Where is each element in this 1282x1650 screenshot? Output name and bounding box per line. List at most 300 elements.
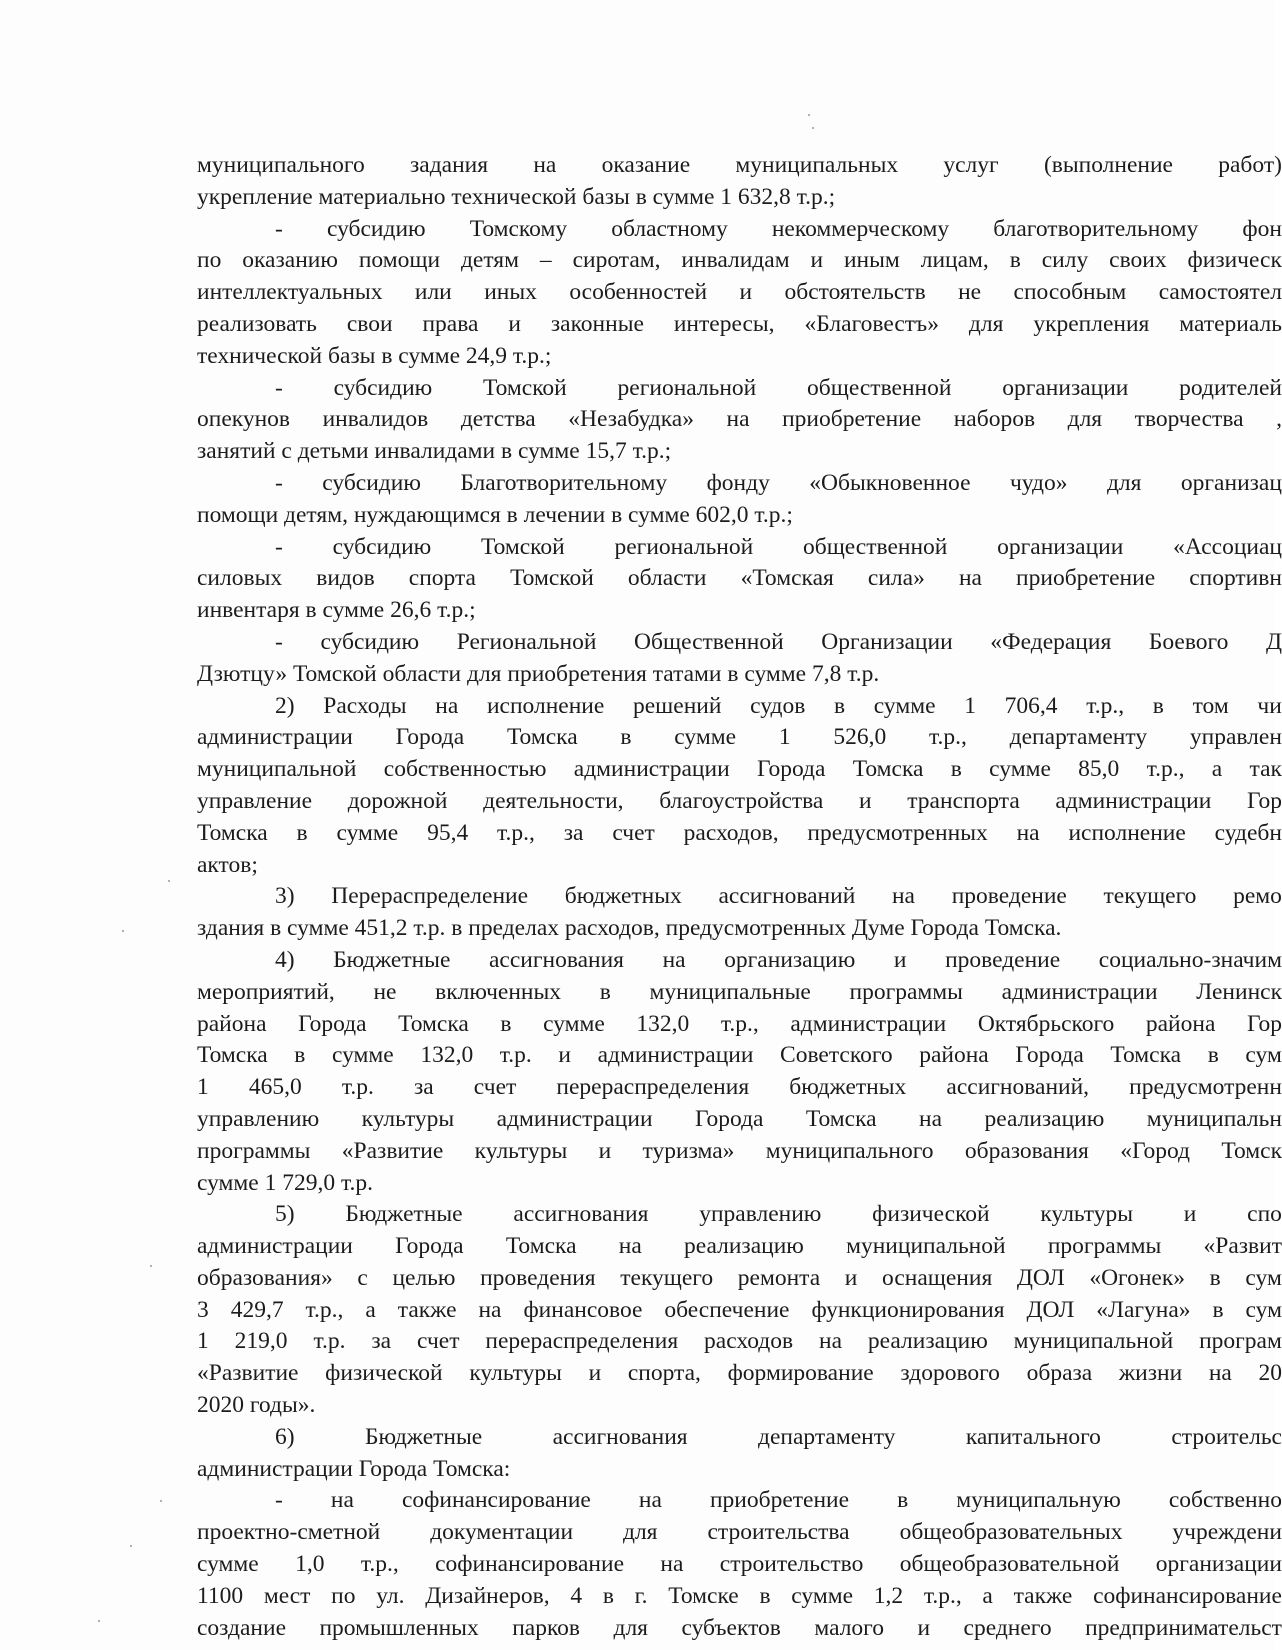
word: в	[1212, 1296, 1224, 1323]
word: -	[275, 215, 283, 242]
word: проведение	[951, 883, 1067, 910]
word: на	[660, 1551, 684, 1578]
word: Томской	[483, 374, 567, 401]
word: ассигнования	[488, 946, 624, 973]
word: в	[1152, 692, 1164, 719]
word: обеспечение	[664, 1296, 790, 1323]
document-line	[197, 1072, 1282, 1104]
word: а	[365, 1296, 376, 1323]
word: капитального	[965, 1423, 1101, 1450]
word: «Незабудка»	[568, 406, 694, 433]
word: помощи	[358, 247, 441, 274]
word: и	[810, 247, 824, 274]
word: иным	[843, 247, 900, 274]
word: Октябрьского	[977, 1010, 1115, 1037]
word: в	[296, 819, 308, 846]
document-line	[197, 1326, 1282, 1358]
word: на	[726, 406, 750, 433]
document-line	[197, 1263, 1282, 1295]
word: -	[275, 533, 283, 560]
document-line	[197, 1549, 1282, 1581]
word: спортивн	[1189, 565, 1282, 592]
word: на	[478, 1296, 502, 1323]
document-line	[197, 1231, 1282, 1263]
word: управление	[197, 787, 313, 814]
word: 5)	[275, 1201, 295, 1228]
word: Города	[756, 756, 826, 783]
word: по	[197, 247, 222, 274]
word: 85,0	[1078, 756, 1120, 783]
word: для	[1106, 469, 1142, 496]
word: Города	[395, 1233, 464, 1260]
word: реализацию	[867, 1328, 988, 1355]
word: расходов	[704, 1328, 794, 1355]
word: и	[739, 279, 753, 306]
word: –	[539, 247, 552, 274]
word: строительства	[707, 1519, 850, 1546]
word: на	[330, 1487, 354, 1514]
word: текущего	[1103, 883, 1197, 910]
word: Бюджетные	[364, 1423, 483, 1450]
word: администрации	[790, 1010, 947, 1037]
document-line	[197, 150, 1282, 182]
word: на	[819, 1328, 843, 1355]
word: 1,0	[295, 1551, 325, 1578]
word: парков	[512, 1614, 581, 1641]
word: в	[950, 756, 962, 783]
word: т.р.	[341, 1074, 374, 1101]
word: администрации	[1001, 978, 1158, 1005]
document-line: занятий с детьми инвалидами в сумме 15,7 т.р.;	[197, 438, 672, 465]
word: 1,2	[873, 1582, 904, 1609]
word: Томска	[805, 1105, 877, 1132]
word: транспорта	[907, 787, 1020, 814]
word: области	[627, 565, 707, 592]
document-body	[197, 150, 1282, 1650]
word: «Развитие	[197, 1360, 299, 1387]
word: предпринимательст	[1085, 1614, 1282, 1641]
word: 4)	[275, 946, 295, 973]
word: образа	[1026, 1360, 1093, 1387]
document-line	[197, 1517, 1282, 1549]
word: субсидию	[333, 374, 433, 401]
word: общеобразовательных	[899, 1519, 1123, 1546]
word: 526,0	[833, 724, 887, 751]
word: Томской	[510, 565, 594, 592]
word: муниципального	[765, 1137, 934, 1164]
word: 3)	[275, 883, 295, 910]
word: сумме	[674, 724, 737, 751]
word: в	[834, 692, 846, 719]
word: г.	[634, 1582, 648, 1609]
document-line	[197, 1199, 1282, 1231]
document-line	[197, 563, 1282, 595]
document-line	[197, 691, 1282, 723]
word: некоммерческому	[771, 215, 950, 242]
word: проведение	[945, 946, 1061, 973]
word: субсидию	[320, 628, 420, 655]
document-line	[197, 468, 1282, 500]
word: учреждени	[1172, 1519, 1282, 1546]
word: т.р.,	[360, 1551, 399, 1578]
word: сумме	[336, 819, 399, 846]
word: Ленинск	[1196, 978, 1282, 1005]
word: Города	[694, 1105, 764, 1132]
word: Д	[1265, 628, 1282, 655]
document-line	[197, 945, 1282, 977]
word: культуры	[361, 1105, 455, 1132]
word: приобретение	[782, 406, 922, 433]
word: иных	[484, 279, 537, 306]
document-line	[197, 627, 1282, 659]
word: образования	[964, 1137, 1089, 1164]
word: сумме	[791, 1582, 853, 1609]
word: включенных	[435, 978, 562, 1005]
word: общественной	[802, 533, 948, 560]
word: физическ	[1187, 247, 1282, 274]
word: жизни	[1118, 1360, 1183, 1387]
scan-speck	[130, 1545, 132, 1547]
word: муниципальных	[735, 152, 899, 178]
word: оказание	[601, 152, 691, 178]
word: родителей	[1179, 374, 1282, 401]
word: департаменту	[758, 1423, 896, 1450]
word: Общественной	[634, 628, 784, 655]
word: за	[563, 819, 584, 846]
word: сумме	[197, 1551, 259, 1578]
word: 1	[964, 692, 976, 719]
word: материаль	[1179, 310, 1282, 337]
word: не	[958, 279, 982, 306]
word: в	[599, 978, 611, 1005]
word: для	[968, 310, 1004, 337]
word: фонду	[706, 469, 770, 496]
word: района	[197, 1010, 267, 1037]
document-line: здания в сумме 451,2 т.р. в пределах расходов, предусмотренных Думе Города Томска.	[197, 915, 1062, 942]
word: так	[1249, 756, 1282, 783]
word: Томска	[506, 724, 578, 751]
word: работ)	[1218, 152, 1282, 178]
word: в	[620, 724, 632, 751]
word: муниципальной	[197, 756, 357, 783]
word: сум	[1245, 1042, 1282, 1069]
word: т.р.,	[929, 724, 967, 751]
word: бюджетных	[564, 883, 682, 910]
word: не	[373, 978, 397, 1005]
scan-speck	[122, 930, 124, 932]
document-line: помощи детям, нуждающимся в лечении в сумме 602,0 т.р.;	[197, 501, 793, 528]
scan-speck	[808, 114, 810, 116]
word: силовых	[197, 565, 283, 592]
word: функционирования	[811, 1296, 1005, 1323]
word: среднего	[963, 1614, 1052, 1641]
document-line: Дзютцу» Томской области для приобретения татами в сумме 7,8 т.р.	[197, 660, 880, 687]
word: Томска	[398, 1010, 469, 1037]
word: на	[891, 883, 915, 910]
word: т.р.,	[1146, 756, 1185, 783]
scan-speck	[160, 1500, 162, 1502]
word: 1	[197, 1328, 209, 1355]
word: «Развитие	[341, 1137, 444, 1164]
word: детям	[460, 247, 519, 274]
document-line: инвентаря в сумме 26,6 т.р.;	[197, 597, 476, 624]
word: Томска	[852, 756, 924, 783]
document-line: 2020 годы».	[197, 1392, 316, 1419]
word: Томск	[1221, 1137, 1282, 1164]
word: Бюджетные	[333, 946, 451, 973]
word: в	[500, 1010, 512, 1037]
word: Томска	[197, 819, 268, 846]
word: чудо»	[1009, 469, 1068, 496]
word: для	[1067, 406, 1103, 433]
word: благотворительному	[993, 215, 1199, 242]
word: и	[893, 946, 907, 973]
word: также	[1013, 1582, 1073, 1609]
word: Боевого	[1148, 628, 1229, 655]
word: администрации	[597, 1042, 754, 1069]
document-line	[197, 309, 1282, 341]
word: Гор	[1246, 787, 1282, 814]
word: ДОЛ	[1026, 1296, 1075, 1323]
word: сиротам,	[572, 247, 661, 274]
word: физической	[325, 1360, 443, 1387]
word: организации	[1155, 1551, 1282, 1578]
word: Перераспределение	[331, 883, 529, 910]
scan-speck	[150, 1265, 152, 1267]
word: департаменту	[1009, 724, 1148, 751]
word: также	[397, 1296, 457, 1323]
document-line: технической базы в сумме 24,9 т.р.;	[197, 342, 552, 369]
word: опекунов	[197, 406, 291, 433]
word: укрепления	[1033, 310, 1150, 337]
word: «Огонек»	[1089, 1264, 1186, 1291]
word: спорта,	[627, 1360, 701, 1387]
word: «Федерация	[990, 628, 1112, 655]
word: субсидию	[322, 469, 421, 496]
word: свои	[346, 310, 393, 337]
word: ассигнований	[718, 883, 856, 910]
word: сумме	[873, 692, 936, 719]
word: финансовое	[523, 1296, 643, 1323]
word: сумме	[543, 1010, 605, 1037]
word: администрации	[496, 1105, 653, 1132]
word: культуры	[474, 1137, 568, 1164]
word: оказанию	[242, 247, 338, 274]
word: «Ассоциац	[1173, 533, 1282, 560]
document-line	[197, 1358, 1282, 1390]
word: т.р.,	[305, 1296, 344, 1323]
word: на	[958, 565, 982, 592]
word: исполнение	[486, 692, 605, 719]
word: способным	[1013, 279, 1127, 306]
word: Томскому	[469, 215, 568, 242]
word: организации	[997, 533, 1124, 560]
word: интеллектуальных	[197, 279, 383, 306]
word: Города	[395, 724, 465, 751]
word: ,	[1276, 406, 1282, 433]
word: документации	[430, 1519, 574, 1546]
word: культуры	[1040, 1201, 1134, 1228]
word: ул.	[376, 1582, 405, 1609]
scan-speck	[98, 1620, 100, 1622]
word: субсидию	[332, 533, 432, 560]
word: т.р.,	[497, 819, 535, 846]
word: муниципальные	[649, 978, 811, 1005]
word: организац	[1180, 469, 1282, 496]
word: общественной	[807, 374, 952, 401]
word: детства	[460, 406, 536, 433]
word: спо	[1247, 1201, 1282, 1228]
word: программы	[849, 978, 963, 1005]
word: субъектов	[681, 1614, 781, 1641]
document-line	[197, 404, 1282, 436]
word: за	[413, 1074, 434, 1101]
word: 4	[570, 1582, 583, 1609]
word: администрации	[197, 1233, 353, 1260]
word: -	[275, 374, 283, 401]
word: проведения	[480, 1264, 596, 1291]
word: перераспределения	[556, 1074, 750, 1101]
word: в	[897, 1487, 909, 1514]
word: счет	[612, 819, 655, 846]
word: на	[435, 692, 459, 719]
word: особенностей	[569, 279, 708, 306]
word: ассигнования	[513, 1201, 649, 1228]
word: малого	[814, 1614, 884, 1641]
word: сила»	[867, 565, 925, 592]
word: региональной	[614, 533, 754, 560]
word: Дизайнеров,	[425, 1582, 550, 1609]
word: софинансирование	[401, 1487, 591, 1514]
word: мероприятий,	[197, 978, 335, 1005]
document-line	[197, 532, 1282, 564]
word: сум	[1245, 1296, 1282, 1323]
document-line	[197, 722, 1282, 754]
word: сумме	[989, 756, 1051, 783]
word: Региональной	[456, 628, 597, 655]
word: программы	[197, 1137, 311, 1164]
word: благоустройства	[659, 787, 824, 814]
word: инвалидам	[681, 247, 790, 274]
word: и	[598, 1137, 612, 1164]
word: том	[1192, 692, 1229, 719]
word: общеобразовательной	[899, 1551, 1120, 1578]
word: 132,0	[636, 1010, 690, 1037]
word: силу	[1041, 247, 1089, 274]
scan-speck	[168, 880, 170, 882]
word: сумме	[331, 1042, 394, 1069]
word: Бюджетные	[345, 1201, 463, 1228]
word: -	[275, 1487, 283, 1514]
word: создание	[197, 1614, 287, 1641]
word: строительс	[1171, 1423, 1282, 1450]
word: Организации	[821, 628, 953, 655]
document-line	[197, 1581, 1282, 1613]
word: целью	[392, 1264, 456, 1291]
word: проектно-сметной	[197, 1519, 381, 1546]
word: «Развит	[1203, 1233, 1282, 1260]
word: управлен	[1189, 724, 1282, 751]
word: софинансирование	[1093, 1582, 1282, 1609]
word: Советского	[780, 1042, 893, 1069]
document-line	[197, 1040, 1282, 1072]
document-line	[197, 1104, 1282, 1136]
word: муниципальную	[956, 1487, 1121, 1514]
word: формирование	[727, 1360, 874, 1387]
word: -	[275, 628, 283, 655]
word: -	[275, 469, 283, 496]
word: и	[859, 787, 872, 814]
word: на	[1208, 1360, 1232, 1387]
word: «Томская	[740, 565, 834, 592]
word: «Благовестъ»	[804, 310, 939, 337]
word: 1100	[197, 1582, 244, 1609]
word: и	[558, 1042, 571, 1069]
word: судов	[750, 692, 806, 719]
word: (выполнение	[1043, 152, 1173, 178]
word: спорта	[408, 565, 476, 592]
word: 1	[197, 1074, 209, 1101]
word: бюджетных	[789, 1074, 907, 1101]
word: своих	[1109, 247, 1167, 274]
word: т.р.,	[923, 1582, 962, 1609]
document-line	[197, 754, 1282, 786]
word: услуг	[943, 152, 999, 178]
document-line	[197, 1136, 1282, 1168]
word: 6)	[275, 1423, 295, 1450]
word: фон	[1242, 215, 1282, 242]
word: в	[759, 1582, 771, 1609]
word: Томска	[197, 1042, 268, 1069]
word: 3	[197, 1296, 209, 1323]
word: в	[294, 1042, 306, 1069]
document-line	[197, 1009, 1282, 1041]
document-line	[197, 881, 1282, 913]
word: образования»	[197, 1264, 333, 1291]
word: Города	[1015, 1042, 1084, 1069]
word: «Лагуна»	[1096, 1296, 1191, 1323]
word: управлению	[699, 1201, 822, 1228]
word: интересы,	[673, 310, 775, 337]
word: т.р.,	[720, 1010, 759, 1037]
word: творчества	[1134, 406, 1244, 433]
word: промышленных	[319, 1614, 479, 1641]
word: «Город	[1120, 1137, 1191, 1164]
word: собственно	[1168, 1487, 1282, 1514]
word: 219,0	[234, 1328, 288, 1355]
word: управлению	[197, 1105, 320, 1132]
word: видов	[316, 565, 375, 592]
word: на	[662, 946, 686, 973]
word: областному	[611, 215, 728, 242]
word: в	[1207, 1042, 1219, 1069]
word: Томска	[505, 1233, 577, 1260]
word: здорового	[900, 1360, 1000, 1387]
word: приобретение	[1016, 565, 1156, 592]
word: Гор	[1246, 1010, 1282, 1037]
word: на	[1016, 819, 1040, 846]
word: муниципальной	[1013, 1328, 1174, 1355]
word: администрации	[573, 756, 730, 783]
document-line	[197, 277, 1282, 309]
word: физической	[872, 1201, 990, 1228]
word: Благотворительному	[460, 469, 668, 496]
word: приобретение	[709, 1487, 850, 1514]
word: программы	[1047, 1233, 1162, 1260]
word: и	[844, 1264, 858, 1291]
word: на	[638, 1487, 662, 1514]
document-line: актов;	[197, 851, 258, 878]
